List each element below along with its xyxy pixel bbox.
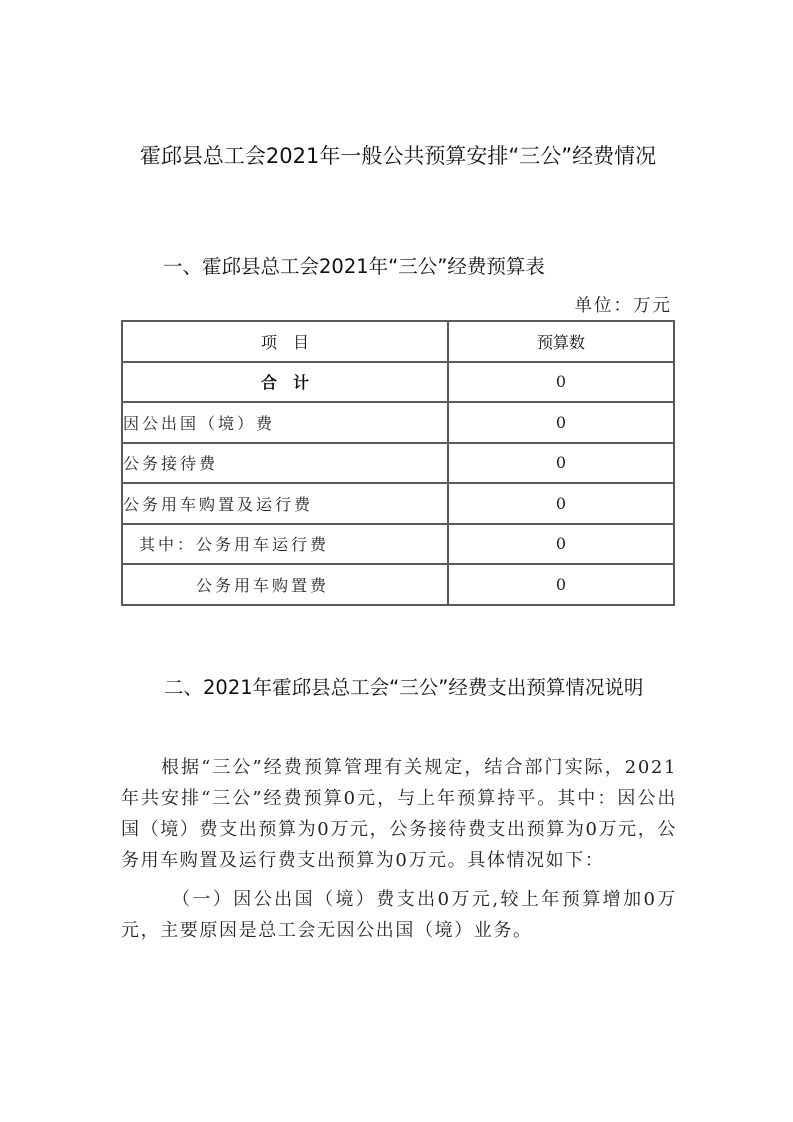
row-name: 因公出国（境）费 xyxy=(122,402,448,443)
body-text xyxy=(121,752,677,946)
row-name: 公务用车购置及运行费 xyxy=(122,483,448,524)
row-name: 公务用车购置费 xyxy=(122,564,448,605)
paragraph: 根据“三公”经费预算管理有关规定，结合部门实际，2021年共安排“三公”经费预算0元，与上年预算持平。其中：因公出国（境）费支出预算为0万元，公务接待费支出预算为0万元，公务用车购置及运行费支出预算为0万元。具体情况如下： xyxy=(121,757,677,871)
table-row xyxy=(122,483,674,524)
table-row xyxy=(122,443,674,484)
row-name: 公务接待费 xyxy=(122,443,448,484)
document-title: 霍邱县总工会2021年一般公共预算安排“三公”经费情况 xyxy=(139,144,657,168)
row-value: 0 xyxy=(448,402,674,443)
row-value: 0 xyxy=(448,524,674,565)
table-row xyxy=(122,524,674,565)
section-1-heading: 一、霍邱县总工会2021年“三公”经费预算表 xyxy=(163,255,545,278)
row-value: 0 xyxy=(448,564,674,605)
paragraph: （一）因公出国（境）费支出0万元,较上年预算增加0万元，主要原因是总工会无因公出国（境）业务。 xyxy=(121,889,677,941)
table-header-row xyxy=(122,321,674,362)
table-row-total xyxy=(122,362,674,403)
budget-table xyxy=(121,320,675,606)
row-name: 合 计 xyxy=(122,362,448,403)
row-value: 0 xyxy=(448,483,674,524)
table-row xyxy=(122,564,674,605)
row-name: 其中：公务用车运行费 xyxy=(122,524,448,565)
table-row xyxy=(122,402,674,443)
row-value: 0 xyxy=(448,443,674,484)
header-item: 项 目 xyxy=(122,321,448,362)
row-value: 0 xyxy=(448,362,674,403)
header-budget: 预算数 xyxy=(448,321,674,362)
unit-label: 单位：万元 xyxy=(574,296,672,316)
section-2-heading: 二、2021年霍邱县总工会“三公”经费支出预算情况说明 xyxy=(164,676,644,699)
